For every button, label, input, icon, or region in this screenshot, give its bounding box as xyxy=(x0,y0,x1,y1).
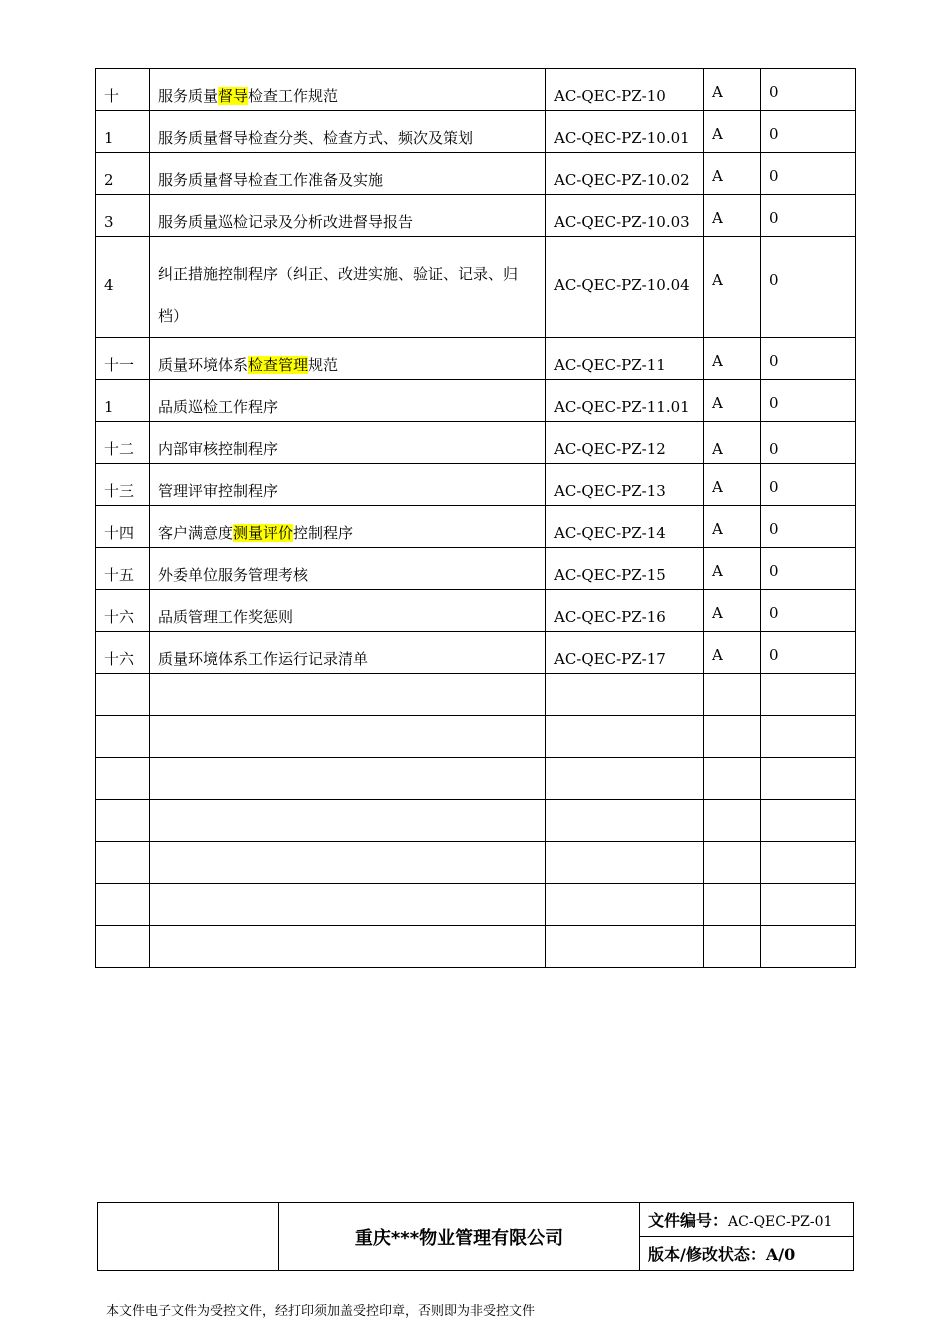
row-number: 十 xyxy=(104,87,120,105)
title-part: 质量环境体系 xyxy=(158,356,249,374)
document-title: 服务质量巡检记录及分析改进督导报告 xyxy=(158,213,414,231)
table-row xyxy=(96,195,856,237)
title-part: 客户满意度 xyxy=(158,524,234,542)
table-row xyxy=(96,632,856,674)
version: A xyxy=(712,478,723,496)
version: A xyxy=(712,440,723,458)
document-code: AC-QEC-PZ-14 xyxy=(554,524,666,542)
row-number: 4 xyxy=(104,276,114,294)
document-title: 管理评审控制程序 xyxy=(158,482,279,500)
empty-row xyxy=(96,758,856,800)
title-part: 规范 xyxy=(308,356,339,374)
empty-row xyxy=(96,842,856,884)
row-number: 十六 xyxy=(104,650,135,668)
document-list-table xyxy=(95,68,856,968)
revision: 0 xyxy=(769,352,779,370)
version: A xyxy=(712,520,723,538)
title-line: 档） xyxy=(158,307,189,325)
document-title: 质量环境体系工作运行记录清单 xyxy=(158,650,369,668)
version-status-value: A/0 xyxy=(765,1245,796,1264)
document-code: AC-QEC-PZ-11 xyxy=(554,356,666,374)
revision: 0 xyxy=(769,125,779,143)
document-code: AC-QEC-PZ-11.01 xyxy=(554,398,690,416)
doc-number xyxy=(640,1203,854,1237)
document-code: AC-QEC-PZ-10.02 xyxy=(554,171,690,189)
row-number: 2 xyxy=(104,171,114,189)
row-number: 1 xyxy=(104,398,114,416)
revision: 0 xyxy=(769,167,779,185)
row-number: 十一 xyxy=(104,356,135,374)
document-title: 外委单位服务管理考核 xyxy=(158,566,309,584)
document-code: AC-QEC-PZ-15 xyxy=(554,566,666,584)
document-code: AC-QEC-PZ-10.03 xyxy=(554,213,690,231)
highlighted-text: 检查管理 xyxy=(248,356,309,374)
document-code: AC-QEC-PZ-10.01 xyxy=(554,129,690,147)
revision: 0 xyxy=(769,604,779,622)
table-row xyxy=(96,111,856,153)
logo-cell xyxy=(98,1203,279,1271)
revision: 0 xyxy=(769,562,779,580)
row-number: 十三 xyxy=(104,482,135,500)
version: A xyxy=(712,352,723,370)
version: A xyxy=(712,271,723,289)
row-number: 十二 xyxy=(104,440,135,458)
title-line: 纠正措施控制程序（纠正、改进实施、验证、记录、归 xyxy=(158,265,519,283)
revision: 0 xyxy=(769,83,779,101)
version-status xyxy=(640,1237,854,1271)
row-number: 3 xyxy=(104,213,114,231)
empty-row xyxy=(96,716,856,758)
revision: 0 xyxy=(769,394,779,412)
doc-number-label: 文件编号： xyxy=(648,1211,729,1230)
document-title xyxy=(158,506,537,543)
document-code: AC-QEC-PZ-12 xyxy=(554,440,666,458)
revision: 0 xyxy=(769,520,779,538)
revision: 0 xyxy=(769,646,779,664)
table-row xyxy=(96,590,856,632)
table-row xyxy=(96,237,856,338)
document-title: 品质管理工作奖惩则 xyxy=(158,608,294,626)
empty-row xyxy=(96,926,856,968)
row-number: 十四 xyxy=(104,524,135,542)
table-row xyxy=(96,464,856,506)
document-title xyxy=(158,69,537,106)
document-title: 服务质量督导检查工作准备及实施 xyxy=(158,171,384,189)
document-code: AC-QEC-PZ-10.04 xyxy=(554,276,690,294)
table-row xyxy=(96,548,856,590)
empty-row xyxy=(96,674,856,716)
document-code: AC-QEC-PZ-17 xyxy=(554,650,666,668)
document-title xyxy=(158,237,537,337)
version: A xyxy=(712,394,723,412)
highlighted-text: 督导 xyxy=(218,87,249,105)
company-name: 重庆***物业管理有限公司 xyxy=(279,1203,640,1271)
table-row xyxy=(96,338,856,380)
document-title xyxy=(158,338,537,375)
control-notice: 本文件电子文件为受控文件，经打印须加盖受控印章，否则即为非受控文件 xyxy=(106,1304,536,1319)
document-code: AC-QEC-PZ-13 xyxy=(554,482,666,500)
version: A xyxy=(712,604,723,622)
table-row xyxy=(96,422,856,464)
version-status-label: 版本/修改状态： xyxy=(648,1245,766,1264)
revision: 0 xyxy=(769,271,779,289)
version: A xyxy=(712,209,723,227)
document-title: 服务质量督导检查分类、检查方式、频次及策划 xyxy=(158,129,474,147)
document-title: 内部审核控制程序 xyxy=(158,440,279,458)
version: A xyxy=(712,167,723,185)
revision: 0 xyxy=(769,478,779,496)
title-part: 服务质量 xyxy=(158,87,219,105)
document-code: AC-QEC-PZ-10 xyxy=(554,87,666,105)
empty-row xyxy=(96,884,856,926)
doc-number-value: AC-QEC-PZ-01 xyxy=(728,1214,833,1230)
version: A xyxy=(712,646,723,664)
table-row xyxy=(96,153,856,195)
row-number: 1 xyxy=(104,129,114,147)
row-number: 十五 xyxy=(104,566,135,584)
document-title: 品质巡检工作程序 xyxy=(158,398,279,416)
highlighted-text: 测量评价 xyxy=(233,524,294,542)
row-number: 十六 xyxy=(104,608,135,626)
version: A xyxy=(712,562,723,580)
revision: 0 xyxy=(769,209,779,227)
title-part: 检查工作规范 xyxy=(248,87,339,105)
title-part: 控制程序 xyxy=(293,524,354,542)
revision: 0 xyxy=(769,440,779,458)
empty-row xyxy=(96,800,856,842)
document-code: AC-QEC-PZ-16 xyxy=(554,608,666,626)
version: A xyxy=(712,83,723,101)
table-row xyxy=(96,69,856,111)
footer-table xyxy=(97,1202,854,1271)
version: A xyxy=(712,125,723,143)
table-row xyxy=(96,380,856,422)
table-row xyxy=(96,506,856,548)
